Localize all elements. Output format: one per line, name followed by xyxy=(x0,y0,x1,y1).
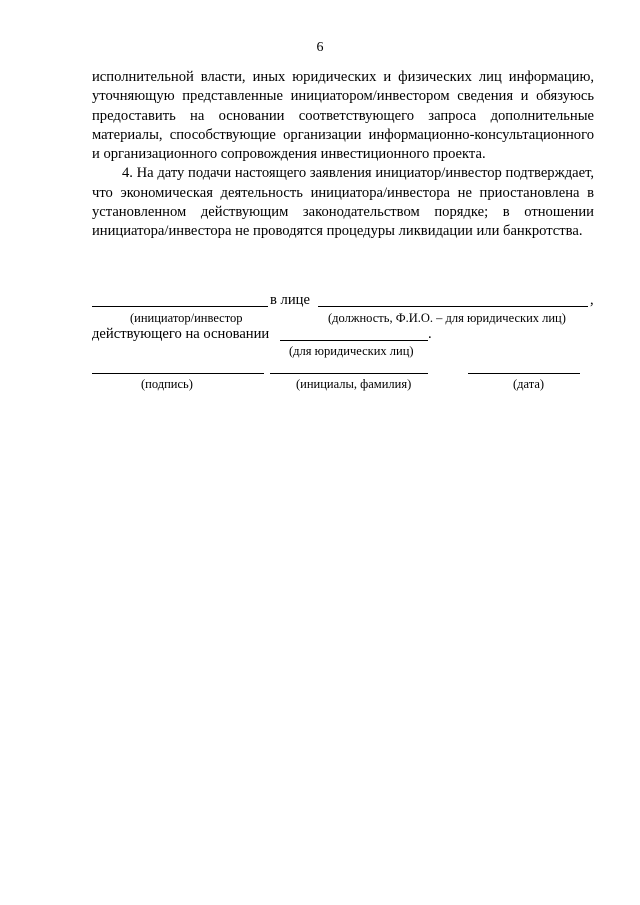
initials-line xyxy=(270,373,428,374)
date-line xyxy=(468,373,580,374)
paragraph-4: 4. На дату подачи настоящего заявления инициатор/инвестор подтверждает, что экономическая деятельность инициатора/инвестора не приостановлена в установленном действующим законодательством порядке; в отношении инициатора/инвестора не проводятся процедуры ликвидации или банкротства. xyxy=(92,165,594,240)
position-name-line xyxy=(318,306,588,307)
acting-basis-label: действующего на основании xyxy=(92,326,270,342)
line-end-comma: , xyxy=(590,292,594,308)
signature-line xyxy=(92,373,264,374)
caption-legal-entities: (для юридических лиц) xyxy=(289,344,414,358)
in-person-label: в лице xyxy=(270,292,310,308)
initiator-line xyxy=(92,306,268,307)
body-text xyxy=(92,68,594,242)
page-number: 6 xyxy=(316,40,324,55)
caption-signature: (подпись) xyxy=(141,377,193,391)
caption-date: (дата) xyxy=(513,377,545,391)
caption-initiator: (инициатор/инвестор xyxy=(130,311,243,325)
paragraph-continuation: исполнительной власти, иных юридических и физических лиц информацию, уточняющую представленные инициатором/инвестором сведения и обязуюсь предоставить на основании соответствующего запроса дополнительные материалы, способствующие организации информационно-консультационного и организационного сопровождения инвестиционного проекта. xyxy=(92,69,594,163)
caption-position: (должность, Ф.И.О. – для юридических лиц) xyxy=(328,311,566,325)
basis-end-period: . xyxy=(428,326,432,342)
basis-line xyxy=(280,340,428,341)
caption-initials: (инициалы, фамилия) xyxy=(296,377,412,391)
